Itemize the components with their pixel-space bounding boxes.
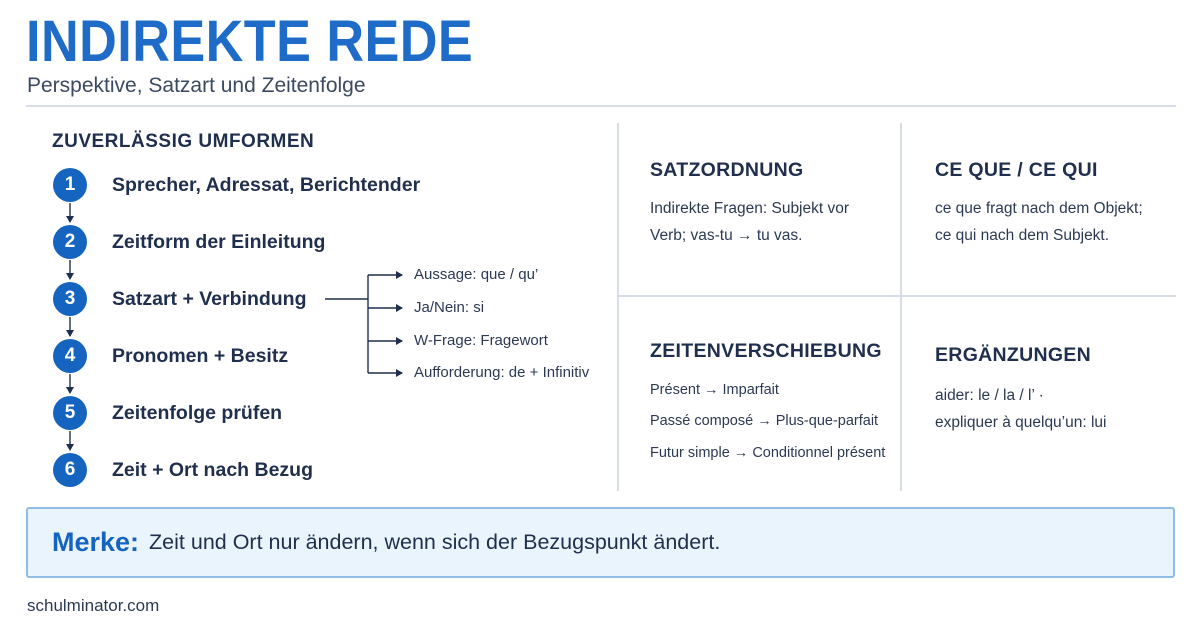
ergaenzungen-line: aider: le / la / l’ · — [935, 387, 1044, 404]
step-label: Zeitenfolge prüfen — [112, 401, 283, 424]
header-divider — [26, 105, 1176, 107]
step-item — [53, 225, 325, 259]
branch-label: W-Frage: Fragewort — [414, 332, 548, 349]
ce-que-text — [935, 195, 1143, 249]
step-label: Zeit + Ort nach Bezug — [112, 458, 313, 481]
step-item — [53, 339, 288, 373]
ce-que-title: CE QUE / CE QUI — [935, 159, 1098, 181]
step-item — [53, 453, 313, 487]
branch-label: Aussage: que / qu’ — [414, 266, 539, 283]
step-number-badge: 4 — [53, 339, 87, 373]
branch-label: Aufforderung: de + Infinitiv — [414, 364, 590, 381]
page-subtitle: Perspektive, Satzart und Zeitenfolge — [27, 74, 366, 97]
satzordnung-text — [650, 195, 849, 249]
page-title: INDIREKTE REDE — [26, 9, 474, 74]
ce-que-line: ce qui nach dem Subjekt. — [935, 227, 1110, 244]
ce-que-line: ce que fragt nach dem Objekt; — [935, 200, 1143, 217]
step-label: Pronomen + Besitz — [112, 344, 289, 367]
grid-divider — [617, 123, 619, 491]
tense-shift-row: Passé composé → Plus-que-parfait — [650, 413, 879, 429]
step-number-badge: 2 — [53, 225, 87, 259]
tense-shift-row: Futur simple → Conditionnel présent — [650, 445, 886, 461]
merke-text: Zeit und Ort nur ändern, wenn sich der Bezugspunkt ändert. — [149, 530, 721, 554]
step-label: Sprecher, Adressat, Berichtender — [112, 173, 421, 196]
footer-source: schulminator.com — [27, 596, 160, 615]
step-item — [53, 396, 282, 430]
satzordnung-title: SATZORDNUNG — [650, 159, 804, 181]
steps-section-title: ZUVERLÄSSIG UMFORMEN — [52, 131, 315, 152]
step-item — [53, 282, 307, 316]
step-number-badge: 3 — [53, 282, 87, 316]
step-number-badge: 1 — [53, 168, 87, 202]
grid-divider — [619, 295, 1176, 297]
merke-label: Merke: — [52, 527, 140, 557]
tense-shift-row: Présent → Imparfait — [650, 382, 779, 398]
step-label: Satzart + Verbindung — [112, 287, 307, 310]
ergaenzungen-text — [935, 382, 1106, 436]
zeitenverschiebung-title: ZEITENVERSCHIEBUNG — [650, 340, 882, 362]
branch-label: Ja/Nein: si — [414, 299, 485, 316]
step-label: Zeitform der Einleitung — [112, 230, 326, 253]
satzordnung-line: Verb; vas-tu → tu vas. — [650, 227, 803, 244]
step-number-badge: 5 — [53, 396, 87, 430]
step-number-badge: 6 — [53, 453, 87, 487]
merke-callout — [26, 507, 1175, 578]
grid-divider — [900, 123, 902, 491]
step-item — [53, 168, 420, 202]
ergaenzungen-line: expliquer à quelqu’un: lui — [935, 414, 1107, 431]
satzordnung-line: Indirekte Fragen: Subjekt vor — [650, 200, 850, 217]
ergaenzungen-title: ERGÄNZUNGEN — [935, 344, 1092, 366]
